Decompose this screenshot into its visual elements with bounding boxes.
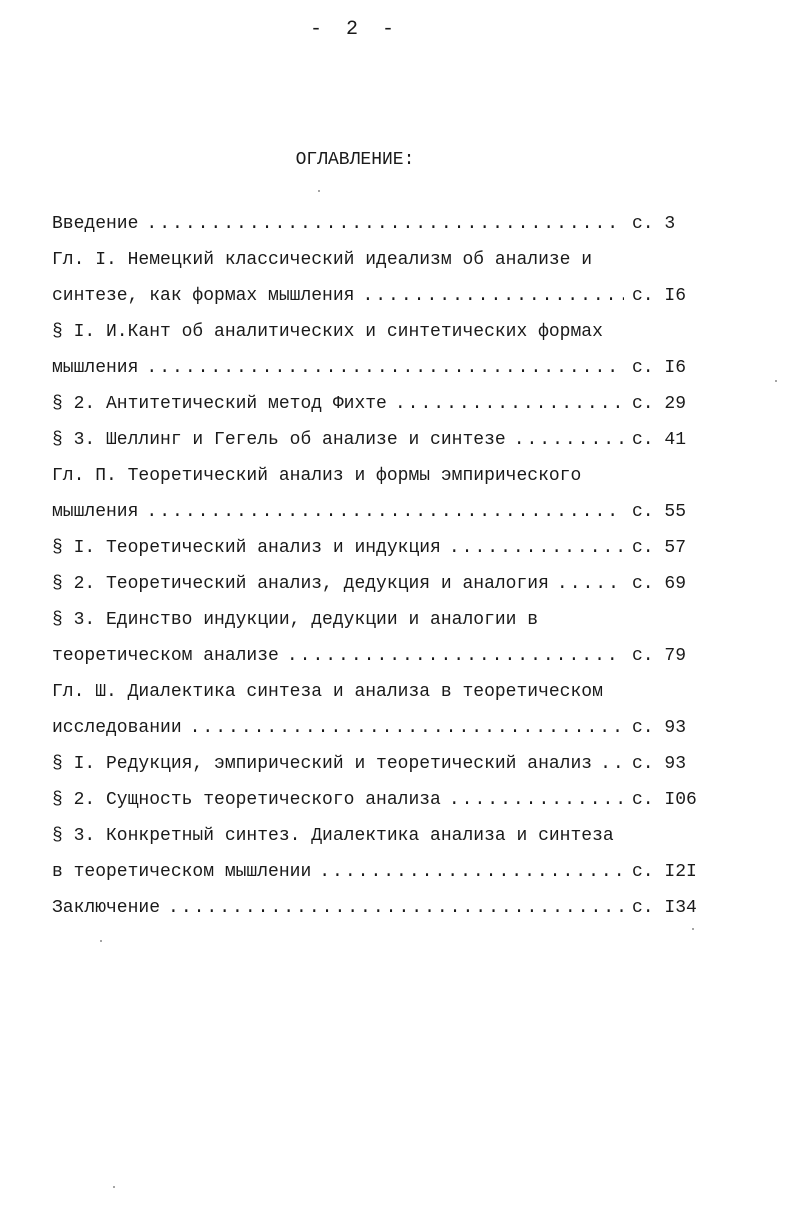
toc-entry-text: § 3. Шеллинг и Гегель об анализе и синтезе: [52, 430, 506, 450]
toc-entry-text: Гл. I. Немецкий классический идеализм об анализе и: [52, 250, 593, 270]
dot-leader: [168, 890, 624, 926]
toc-entry-text: § 2. Сущность теоретического анализа: [52, 790, 441, 810]
toc-entry-page: с. 41: [632, 430, 687, 450]
table-of-contents: [52, 206, 712, 926]
toc-section-2-1: [52, 530, 712, 566]
toc-entry-text: § I. И.Кант об аналитических и синтетических формах: [52, 322, 603, 342]
toc-entry-text: теоретическом анализе: [52, 646, 279, 666]
dot-leader: [190, 710, 624, 746]
dot-leader: [362, 278, 624, 314]
toc-entry-page: с. I6: [632, 358, 687, 378]
toc-entry-page: с. I34: [632, 898, 697, 918]
scan-speck: [775, 380, 777, 382]
dot-leader: [449, 530, 624, 566]
dot-leader: [514, 422, 624, 458]
scan-speck: [100, 940, 102, 942]
toc-entry-page: с. 79: [632, 646, 687, 666]
toc-entry-text: в теоретическом мышлении: [52, 862, 312, 882]
toc-entry-conclusion: [52, 890, 712, 926]
toc-entry-text: § 2. Антитетический метод Фихте: [52, 394, 387, 414]
toc-entry-text: Гл. П. Теоретический анализ и формы эмпирического: [52, 466, 582, 486]
toc-entry-text: § 2. Теоретический анализ, дедукция и аналогия: [52, 574, 549, 594]
dot-leader: [600, 746, 624, 782]
scan-speck: [113, 1186, 115, 1188]
toc-entry-introduction: [52, 206, 712, 242]
toc-entry-page: с. 29: [632, 394, 687, 414]
toc-chapter-3-heading-cont: [52, 710, 712, 746]
toc-entry-text: Заключение: [52, 898, 161, 918]
toc-entry-text: § 3. Единство индукции, дедукции и аналогии в: [52, 610, 539, 630]
toc-section-3-1: [52, 746, 712, 782]
toc-chapter-3-heading: [52, 674, 712, 710]
toc-section-1-1-cont: [52, 350, 712, 386]
toc-chapter-1-heading: [52, 242, 712, 278]
toc-entry-text: исследовании: [52, 718, 182, 738]
toc-entry-page: с. I06: [632, 790, 697, 810]
dot-leader: [146, 350, 624, 386]
toc-entry-text: § I. Теоретический анализ и индукция: [52, 538, 441, 558]
toc-section-3-3: [52, 818, 712, 854]
toc-section-2-3: [52, 602, 712, 638]
toc-section-1-3: [52, 422, 712, 458]
toc-chapter-2-heading: [52, 458, 712, 494]
scan-speck: [692, 928, 694, 930]
toc-section-2-3-cont: [52, 638, 712, 674]
dot-leader: [319, 854, 624, 890]
toc-entry-page: с. 57: [632, 538, 687, 558]
scan-speck: [318, 190, 320, 192]
toc-entry-page: с. 93: [632, 754, 687, 774]
toc-entry-page: с. 55: [632, 502, 687, 522]
toc-entry-text: синтезе, как формах мышления: [52, 286, 355, 306]
toc-title: ОГЛАВЛЕНИЕ:: [295, 150, 415, 170]
dot-leader: [146, 206, 624, 242]
toc-entry-page: с. I6: [632, 286, 687, 306]
toc-entry-page: с. 3: [632, 214, 676, 234]
toc-entry-page: с. I2I: [632, 862, 697, 882]
toc-section-1-1: [52, 314, 712, 350]
toc-entry-page: с. 93: [632, 718, 687, 738]
toc-entry-text: Введение: [52, 214, 139, 234]
toc-chapter-2-heading-cont: [52, 494, 712, 530]
page-number: - 2 -: [309, 18, 400, 41]
toc-entry-text: мышления: [52, 502, 139, 522]
toc-entry-text: § 3. Конкретный синтез. Диалектика анализа и синтеза: [52, 826, 614, 846]
toc-entry-text: Гл. Ш. Диалектика синтеза и анализа в теоретическом: [52, 682, 603, 702]
dot-leader: [449, 782, 624, 818]
toc-entry-text: § I. Редукция, эмпирический и теоретический анализ: [52, 754, 593, 774]
toc-chapter-1-heading-cont: [52, 278, 712, 314]
dot-leader: [557, 566, 624, 602]
toc-entry-text: мышления: [52, 358, 139, 378]
dot-leader: [395, 386, 624, 422]
toc-section-3-3-cont: [52, 854, 712, 890]
toc-section-1-2: [52, 386, 712, 422]
dot-leader: [146, 494, 624, 530]
toc-section-2-2: [52, 566, 712, 602]
dot-leader: [287, 638, 624, 674]
toc-entry-page: с. 69: [632, 574, 687, 594]
toc-section-3-2: [52, 782, 712, 818]
